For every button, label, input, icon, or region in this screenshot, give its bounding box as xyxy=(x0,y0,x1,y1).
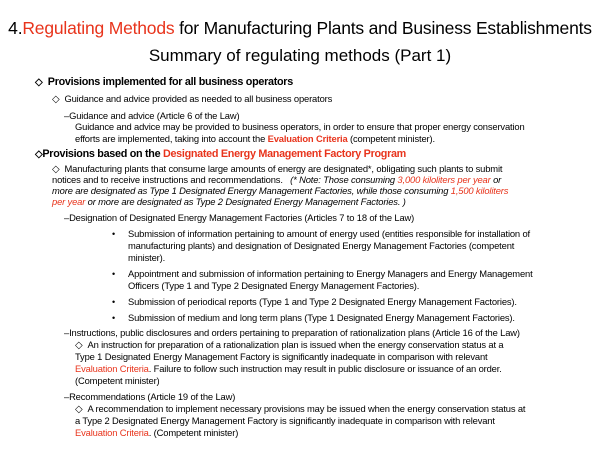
rec-text: . (Competent minister) xyxy=(148,427,239,438)
section1-heading-line xyxy=(35,77,293,89)
bullet-2-line-2: Officers (Type 1 and Type 2 Designated Energy Management Factories). xyxy=(128,280,420,291)
diamond-outline-icon: ◇ xyxy=(35,77,43,88)
instructions-heading: –Instructions, public disclosures and orders pertaining to preparation of rationalization plans (Article 16 of the Law) xyxy=(64,327,520,338)
diamond-outline-icon: ◇ xyxy=(35,149,43,160)
instructions-line-2: Type 1 Designated Energy Management Factory is significantly inadequate in comparison with relevant xyxy=(75,351,488,362)
bullet-dot: • xyxy=(112,313,116,323)
bullet-1-line-1: Submission of information pertaining to amount of energy used (entities responsible for installation of xyxy=(128,228,530,239)
section2-p1-line4 xyxy=(52,196,406,208)
law-text-part: (competent minister). xyxy=(347,133,435,144)
section1-law-text-1: Guidance and advice may be provided to business operators, in order to ensure that proper energy conservation xyxy=(75,121,525,132)
instr-text: . Failure to follow such instruction may result in public disclosure or issuance of an order. xyxy=(148,363,502,374)
section1-guidance-text: Guidance and advice provided as needed to all business operators xyxy=(64,93,333,104)
p1-text: notices and to receive instructions and recommendations. xyxy=(52,174,283,185)
evaluation-criteria-term: Evaluation Criteria xyxy=(267,133,348,144)
note-text: or xyxy=(490,174,502,185)
diamond-outline-icon: ◇ xyxy=(52,94,60,105)
section2-p1-line3 xyxy=(52,185,508,197)
recommendations-line-1 xyxy=(75,403,525,416)
p1-text: Manufacturing plants that consume large amounts of energy are designated*, obligating such plants to submit xyxy=(64,163,503,174)
section2-p1-line2 xyxy=(52,174,501,186)
section2-heading-a: Provisions based on the xyxy=(42,148,163,160)
recommendations-line-3 xyxy=(75,427,238,439)
diamond-outline-icon: ◇ xyxy=(75,404,83,415)
section2-heading-line xyxy=(35,149,406,161)
bullet-dot: • xyxy=(112,269,116,279)
evaluation-criteria-term: Evaluation Criteria xyxy=(75,427,149,438)
recommendations-heading: –Recommendations (Article 19 of the Law) xyxy=(64,391,236,402)
law-text-part: efforts are implemented, taking into account the xyxy=(75,133,268,144)
bullet-1-line-2: manufacturing plants) and designation of Designated Energy Management Factories (competent xyxy=(128,240,515,251)
diamond-outline-icon: ◇ xyxy=(75,340,83,351)
note-threshold-2-unit: per year xyxy=(52,196,86,207)
note-threshold-2: 1,500 kiloliters xyxy=(450,185,509,196)
instr-text: An instruction for preparation of a rationalization plan is issued when the energy conservation status at a xyxy=(87,339,504,350)
section2-heading-program: Designated Energy Management Factory Program xyxy=(162,148,406,160)
note-text: more are designated as Type 1 Designated Energy Management Factories, while those consuming xyxy=(52,185,451,196)
page-subtitle: Summary of regulating methods (Part 1) xyxy=(148,46,452,65)
note-threshold-1: 3,000 kiloliters per year xyxy=(397,174,491,185)
instructions-line-4: (Competent minister) xyxy=(75,375,160,386)
instructions-line-3 xyxy=(75,363,502,375)
title-number: 4. xyxy=(8,18,23,38)
title-rest: for Manufacturing Plants and Business Establishments xyxy=(174,18,592,38)
section1-heading: Provisions implemented for all business operators xyxy=(47,76,293,88)
designation-heading: –Designation of Designated Energy Management Factories (Articles 7 to 18 of the Law) xyxy=(64,212,415,223)
bullet-4-line-1: Submission of medium and long term plans (Type 1 Designated Energy Management Factories). xyxy=(128,312,515,323)
note-text: or more are designated as Type 2 Designated Energy Management Factories. ) xyxy=(85,196,406,207)
section1-law-text-2 xyxy=(75,133,435,145)
rec-text: A recommendation to implement necessary provisions may be issued when the energy conservation status at xyxy=(87,403,526,414)
diamond-outline-icon: ◇ xyxy=(52,164,60,175)
bullet-dot: • xyxy=(112,297,116,307)
bullet-dot: • xyxy=(112,229,116,239)
bullet-1-line-3: minister). xyxy=(128,252,166,263)
bullet-2-line-1: Appointment and submission of information pertaining to Energy Managers and Energy Management xyxy=(128,268,533,279)
page-title xyxy=(0,18,600,39)
section1-guidance-line xyxy=(52,93,332,106)
note-text: (* Note: Those consuming xyxy=(290,174,398,185)
title-highlight: Regulating Methods xyxy=(22,18,175,38)
evaluation-criteria-term: Evaluation Criteria xyxy=(75,363,149,374)
recommendations-line-2: a Type 2 Designated Energy Management Factory is significantly inadequate in comparison with relevant xyxy=(75,415,495,426)
instructions-line-1 xyxy=(75,339,503,352)
bullet-3-line-1: Submission of periodical reports (Type 1 and Type 2 Designated Energy Management Factories). xyxy=(128,296,517,307)
section1-law-heading: –Guidance and advice (Article 6 of the Law) xyxy=(64,110,240,121)
